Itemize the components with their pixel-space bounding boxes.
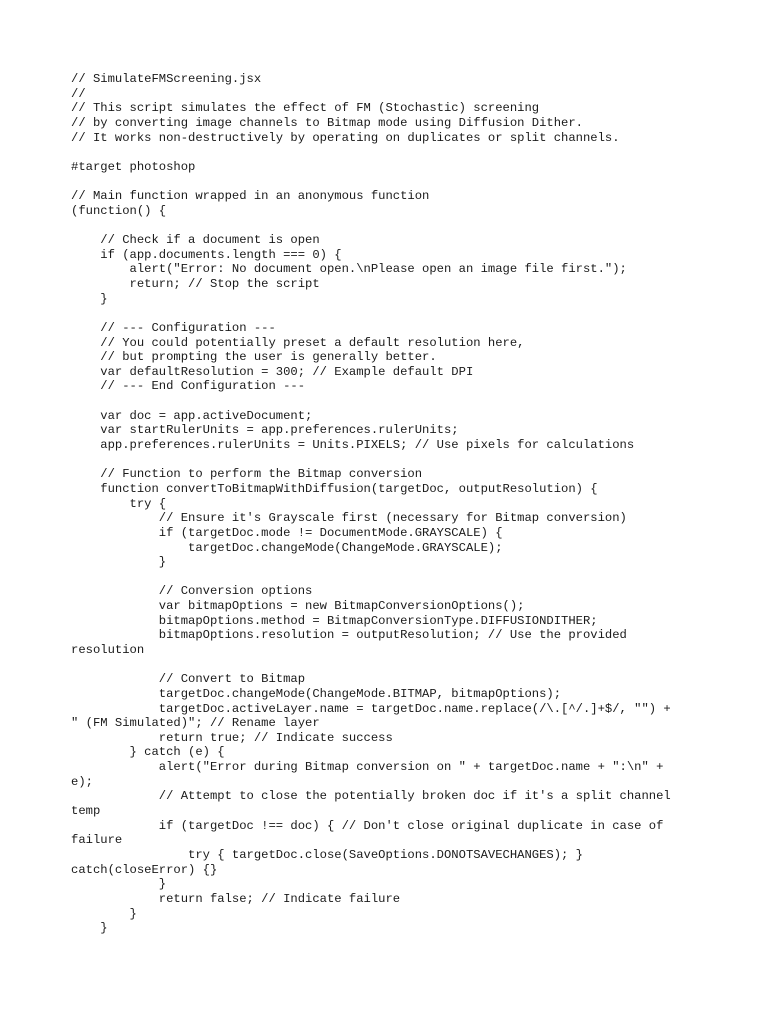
code-line: // --- Configuration --- [71, 320, 276, 335]
code-line: // Main function wrapped in an anonymous function [71, 189, 430, 204]
code-line: return; // Stop the script [71, 276, 320, 291]
blank-line [71, 145, 701, 160]
code-listing [71, 72, 701, 936]
code-line: // This script simulates the effect of FM (Stochastic) screening [71, 101, 540, 116]
code-line-wrapped: e); [71, 774, 93, 789]
code-line: // but prompting the user is generally better. [71, 350, 437, 365]
code-line: try { targetDoc.close(SaveOptions.DONOTSAVECHANGES); } [71, 847, 583, 862]
code-line: bitmapOptions.resolution = outputResolution; // Use the provided [71, 628, 627, 643]
code-line: } [71, 906, 137, 921]
code-line: (function() { [71, 203, 167, 218]
code-line: if (targetDoc !== doc) { // Don't close original duplicate in case of [71, 818, 664, 833]
code-line: // SimulateFMScreening.jsx [71, 72, 262, 86]
code-line: // Convert to Bitmap [71, 672, 306, 687]
code-line: function convertToBitmapWithDiffusion(targetDoc, outputResolution) { [71, 481, 598, 496]
code-line: // --- End Configuration --- [71, 379, 306, 394]
code-line: } [71, 555, 167, 570]
code-line: } [71, 291, 108, 306]
code-line: // It works non-destructively by operating on duplicates or split channels. [71, 130, 620, 145]
code-line: if (app.documents.length === 0) { [71, 247, 342, 262]
code-line: var startRulerUnits = app.preferences.rulerUnits; [71, 423, 459, 438]
blank-line [71, 174, 701, 189]
blank-line [71, 218, 701, 233]
code-line: // Attempt to close the potentially broken doc if it's a split channel [71, 789, 671, 804]
code-line-wrapped: failure [71, 833, 123, 848]
code-line: return true; // Indicate success [71, 730, 393, 745]
code-line: alert("Error: No document open.\nPlease open an image file first."); [71, 262, 627, 277]
code-line: var doc = app.activeDocument; [71, 408, 313, 423]
blank-line [71, 453, 701, 468]
code-line: targetDoc.changeMode(ChangeMode.BITMAP, bitmapOptions); [71, 686, 562, 701]
code-line: } [71, 877, 167, 892]
code-line: if (targetDoc.mode != DocumentMode.GRAYSCALE) { [71, 525, 503, 540]
code-line: // [71, 86, 86, 101]
code-line-wrapped: catch(closeError) {} [71, 862, 218, 877]
code-line: } [71, 921, 108, 936]
blank-line [71, 658, 701, 673]
code-line: // Conversion options [71, 584, 313, 599]
code-line-wrapped: resolution [71, 642, 145, 657]
code-line: targetDoc.changeMode(ChangeMode.GRAYSCALE); [71, 540, 503, 555]
code-line: app.preferences.rulerUnits = Units.PIXELS; // Use pixels for calculations [71, 438, 635, 453]
code-line: // by converting image channels to Bitmap mode using Diffusion Dither. [71, 115, 583, 130]
code-line: alert("Error during Bitmap conversion on " + targetDoc.name + ":\n" + [71, 760, 664, 775]
code-line: var bitmapOptions = new BitmapConversionOptions(); [71, 599, 525, 614]
code-line: // Check if a document is open [71, 233, 320, 248]
code-line: // Ensure it's Grayscale first (necessary for Bitmap conversion) [71, 511, 627, 526]
code-line: try { [71, 496, 167, 511]
code-line: } catch (e) { [71, 745, 225, 760]
code-line-wrapped: " (FM Simulated)"; // Rename layer [71, 716, 320, 731]
blank-line [71, 570, 701, 585]
code-line: targetDoc.activeLayer.name = targetDoc.name.replace(/\.[^/.]+$/, "") + [71, 701, 671, 716]
code-line: #target photoshop [71, 159, 196, 174]
blank-line [71, 394, 701, 409]
code-line: return false; // Indicate failure [71, 891, 401, 906]
code-line-wrapped: temp [71, 804, 101, 819]
code-line: var defaultResolution = 300; // Example default DPI [71, 364, 474, 379]
code-line: bitmapOptions.method = BitmapConversionType.DIFFUSIONDITHER; [71, 613, 598, 628]
blank-line [71, 306, 701, 321]
code-line: // You could potentially preset a default resolution here, [71, 335, 525, 350]
code-line: // Function to perform the Bitmap conversion [71, 467, 423, 482]
